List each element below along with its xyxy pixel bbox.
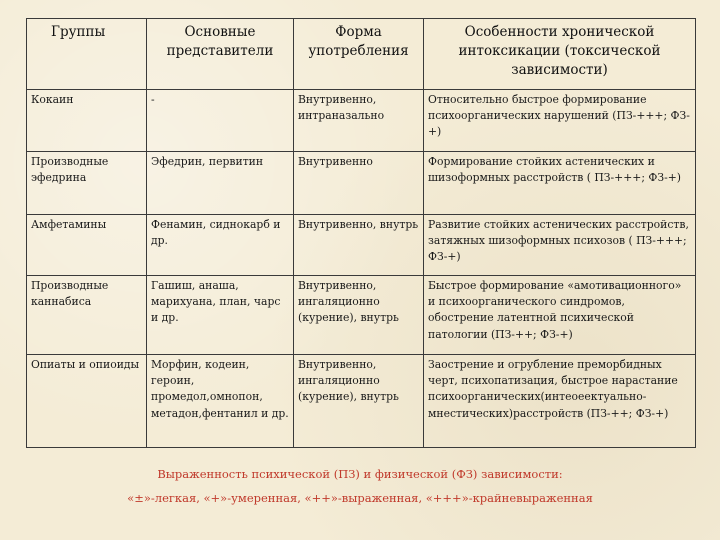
cell-group: Опиаты и опиоиды	[27, 355, 147, 448]
table-row	[27, 355, 696, 448]
cell-group: Кокаин	[27, 90, 147, 152]
cell-usage-form: Внутривенно, интраназально	[294, 90, 424, 152]
cell-features: Быстрое формирование «амотивационного» и психоорганического синдромов, обострение латентной психической патологии (ПЗ-++; ФЗ-+)	[424, 276, 696, 355]
cell-representatives: Фенамин, сиднокарб и др.	[147, 215, 294, 276]
table-row	[27, 276, 696, 355]
cell-representatives: Гашиш, анаша, марихуана, план, чарс и др.	[147, 276, 294, 355]
drug-table	[26, 18, 696, 448]
table-row	[27, 90, 696, 152]
cell-usage-form: Внутривенно, внутрь	[294, 215, 424, 276]
cell-group: Амфетамины	[27, 215, 147, 276]
header-representatives: Основные представители	[147, 19, 294, 90]
table-row	[27, 215, 696, 276]
cell-usage-form: Внутривенно, ингаляционно (курение), внутрь	[294, 276, 424, 355]
cell-group: Производные каннабиса	[27, 276, 147, 355]
header-usage-form: Форма употребления	[294, 19, 424, 90]
cell-usage-form: Внутривенно, ингаляционно (курение), внутрь	[294, 355, 424, 448]
cell-representatives: -	[147, 90, 294, 152]
cell-group: Производные эфедрина	[27, 152, 147, 215]
dependence-legend-title: Выраженность психической (ПЗ) и физической (ФЗ) зависимости:	[157, 467, 563, 481]
table-row	[27, 152, 696, 215]
cell-representatives: Морфин, кодеин, героин, промедол,омнопон, метадон,фентанил и др.	[147, 355, 294, 448]
cell-usage-form: Внутривенно	[294, 152, 424, 215]
cell-features: Развитие стойких астенических расстройств, затяжных шизоформных психозов ( ПЗ-+++; ФЗ-+)	[424, 215, 696, 276]
cell-features: Формирование стойких астенических и шизоформных расстройств ( ПЗ-+++; ФЗ-+)	[424, 152, 696, 215]
cell-features: Относительно быстрое формирование психоорганических нарушений (ПЗ-+++; ФЗ-+)	[424, 90, 696, 152]
cell-features: Заострение и огрубление преморбидных черт, психопатизация, быстрое нарастание психоорганических(интеоеектуально-мнестических)расстройств (ПЗ-++; ФЗ-+)	[424, 355, 696, 448]
header-groups: Группы	[27, 19, 147, 90]
cell-representatives: Эфедрин, первитин	[147, 152, 294, 215]
table-header-row	[27, 19, 696, 90]
dependence-legend-scale: «±»-легкая, «+»-умеренная, «++»-выраженная, «+++»-крайневыраженная	[127, 491, 593, 505]
header-intoxication-features: Особенности хронической интоксикации (токсической зависимости)	[424, 19, 696, 90]
